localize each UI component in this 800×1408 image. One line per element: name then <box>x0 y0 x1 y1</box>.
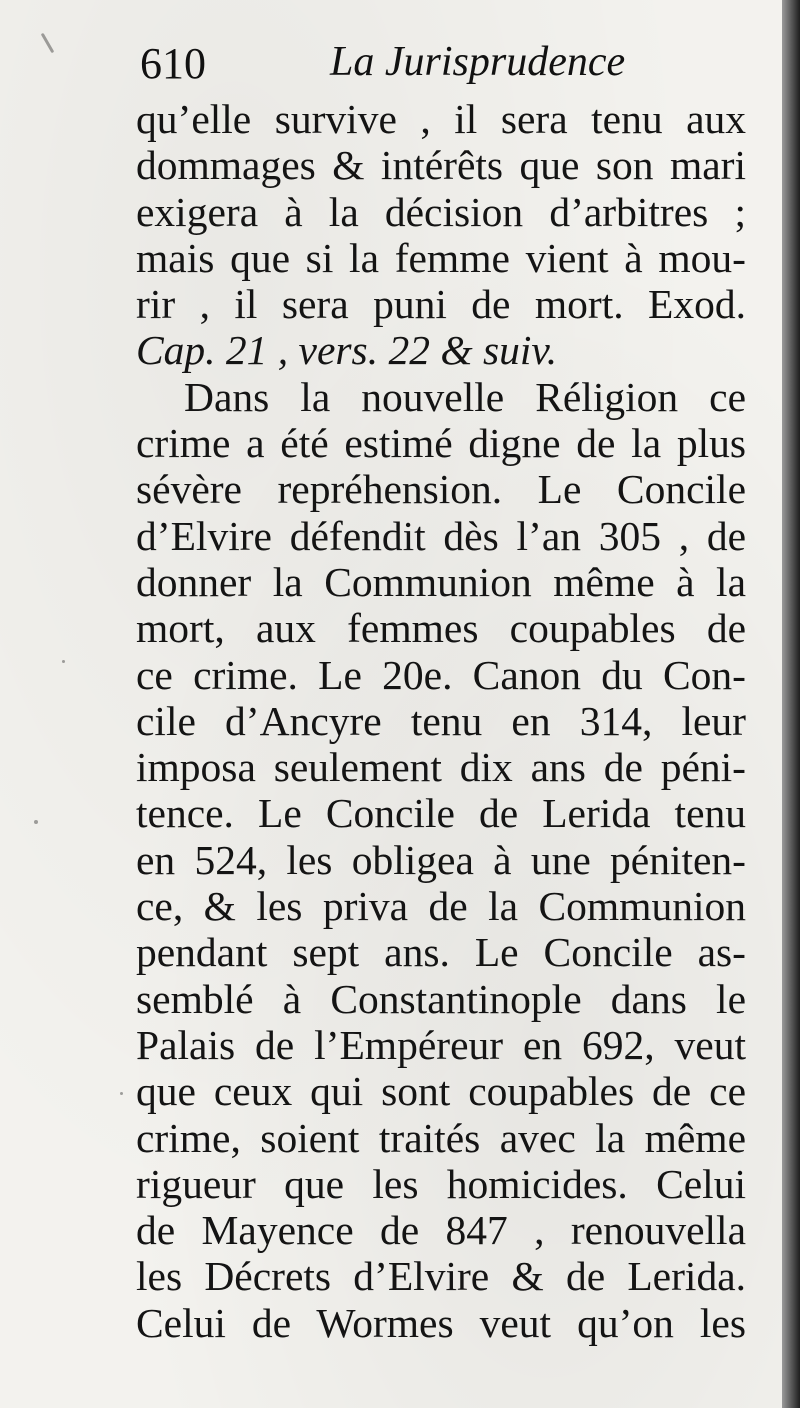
text-line: exigera à la décision d’arbitres ; <box>136 188 746 235</box>
body-text <box>136 96 746 1346</box>
text-line: ce crime. Le 20e. Canon du Con- <box>136 651 746 698</box>
text-line: cile d’Ancyre tenu en 314, leur <box>136 697 746 744</box>
text-line: Palais de l’Empéreur en 692, veut <box>136 1021 746 1068</box>
text-line: que ceux qui sont coupables de ce <box>136 1068 746 1115</box>
text-line: rigueur que les homicides. Celui <box>136 1160 746 1207</box>
text-line: d’Elvire défendit dès l’an 305 , de <box>136 512 746 559</box>
text-line: crime, soient traités avec la même <box>136 1114 746 1161</box>
text-line: Celui de Wormes veut qu’on les <box>136 1299 746 1346</box>
text-line: qu’elle survive , il sera tenu aux <box>136 96 746 142</box>
paragraph-start-line: Dans la nouvelle Réligion ce <box>184 373 746 420</box>
text-line: dommages & intérêts que son mari <box>136 142 746 189</box>
page-gutter-shadow <box>782 0 800 1408</box>
text-line: les Décrets d’Elvire & de Lerida. <box>136 1253 746 1300</box>
text-line: en 524, les obligea à une péniten- <box>136 836 746 883</box>
text-line: sévère repréhension. Le Concile <box>136 466 746 513</box>
paper-speck <box>120 1092 123 1095</box>
text-line: rir , il sera puni de mort. Exod. <box>136 281 746 328</box>
citation-line: Cap. 21 , vers. 22 & suiv. <box>136 327 558 374</box>
page-number: 610 <box>140 39 206 88</box>
text-line: imposa seulement dix ans de péni- <box>136 744 746 791</box>
text-line: mort, aux femmes coupables de <box>136 605 746 652</box>
text-line: donner la Communion même à la <box>136 558 746 605</box>
text-line: crime a été estimé digne de la plus <box>136 420 746 467</box>
text-line: mais que si la femme vient à mou- <box>136 234 746 281</box>
text-line: de Mayence de 847 , renouvella <box>136 1207 746 1254</box>
text-line: pendant sept ans. Le Concile as- <box>136 929 746 976</box>
text-line: tence. Le Concile de Lerida tenu <box>136 790 746 837</box>
text-line: ce, & les priva de la Communion <box>136 883 746 930</box>
running-title: La Jurisprudence <box>330 39 626 85</box>
page-header <box>140 38 740 98</box>
paper-speck <box>62 660 65 663</box>
paper-speck <box>34 820 38 824</box>
text-line: semblé à Constantinople dans le <box>136 975 746 1022</box>
paper-speck <box>41 33 55 54</box>
